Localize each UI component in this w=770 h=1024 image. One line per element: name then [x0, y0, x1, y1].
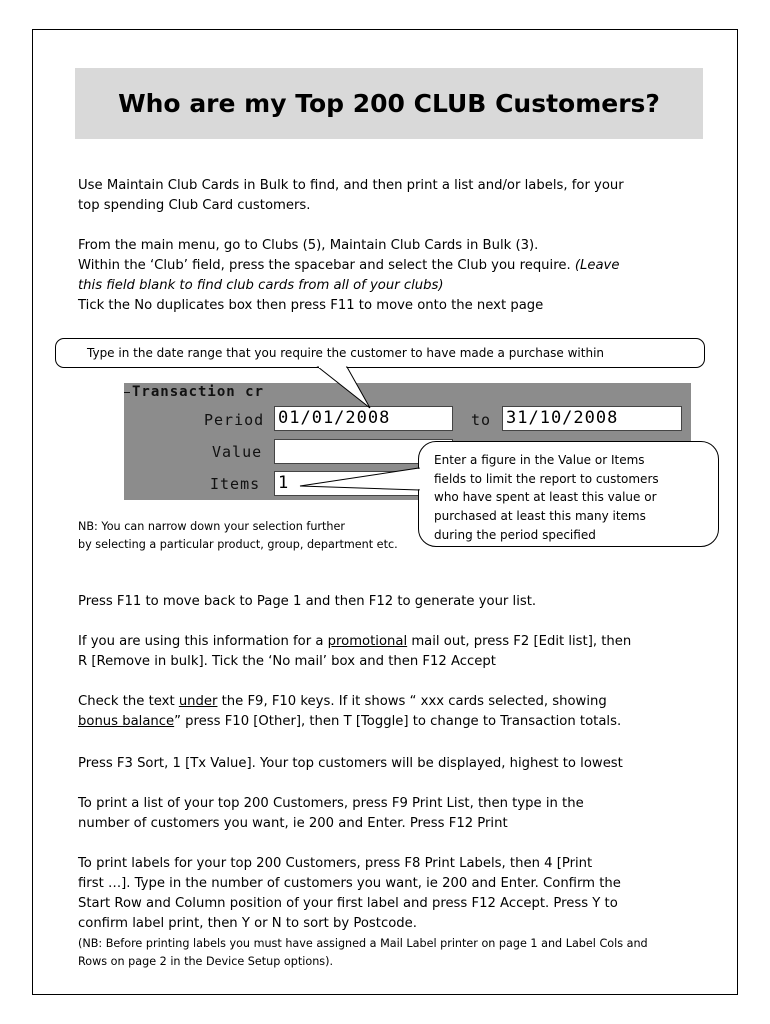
callout-line: purchased at least this many items	[434, 509, 646, 524]
steps-line-1: From the main menu, go to Clubs (5), Maintain Club Cards in Bulk (3).	[78, 238, 539, 253]
labels-line-1: To print labels for your top 200 Customers, press F8 Print Labels, then 4 [Print	[78, 856, 593, 871]
date-range-callout: Type in the date range that you require the customer to have made a purchase within	[55, 338, 705, 368]
to-label: to	[471, 411, 492, 429]
page-title: Who are my Top 200 CLUB Customers?	[118, 89, 660, 118]
callout-line: fields to limit the report to customers	[434, 471, 659, 486]
intro-line-2: top spending Club Card customers.	[78, 198, 311, 213]
callout-line: Enter a figure in the Value or Items	[434, 453, 645, 467]
check-line-2: bonus balance” press F10 [Other], then T [Toggle] to change to Transaction totals.	[78, 714, 622, 729]
callout-line: who have spent at least this value or	[434, 490, 657, 505]
items-label: Items	[210, 475, 261, 493]
title-banner	[75, 68, 703, 139]
period-from-field[interactable]: 01/01/2008	[274, 406, 453, 431]
nb-labels-line-2: Rows on page 2 in the Device Setup options).	[78, 955, 334, 968]
value-items-callout	[418, 441, 719, 547]
print-line-1: To print a list of your top 200 Customers, press F9 Print List, then type in the	[78, 796, 584, 811]
period-label: Period	[204, 411, 265, 429]
nb-labels-line-1: (NB: Before printing labels you must have assigned a Mail Label printer on page 1 and Label Cols and	[78, 937, 648, 950]
labels-line-4: confirm label print, then Y or N to sort by Postcode.	[78, 916, 417, 931]
panel-frame-line	[124, 392, 130, 393]
nb-narrow-line-2: by selecting a particular product, group, department etc.	[78, 538, 398, 551]
steps-line-3: this field blank to find club cards from all of your clubs)	[78, 278, 444, 293]
callout-line: during the period specified	[434, 527, 596, 542]
items-field[interactable]: 1	[274, 471, 453, 496]
steps-line-2: Within the ‘Club’ field, press the spacebar and select the Club you require. (Leave	[78, 258, 620, 273]
labels-line-3: Start Row and Column position of your first label and press F12 Accept. Press Y to	[78, 896, 618, 911]
labels-line-2: first …]. Type in the number of customers you want, ie 200 and Enter. Confirm the	[78, 876, 621, 891]
period-to-field[interactable]: 31/10/2008	[502, 406, 682, 431]
check-line-1: Check the text under the F9, F10 keys. If it shows “ xxx cards selected, showing	[78, 694, 607, 709]
steps-line-4: Tick the No duplicates box then press F11 to move onto the next page	[78, 298, 544, 313]
print-line-2: number of customers you want, ie 200 and Enter. Press F12 Print	[78, 816, 508, 831]
panel-title: Transaction cr	[132, 384, 265, 400]
nb-narrow-line-1: NB: You can narrow down your selection further	[78, 520, 345, 533]
value-label: Value	[212, 443, 263, 461]
intro-line-1: Use Maintain Club Cards in Bulk to find, and then print a list and/or labels, for your	[78, 178, 624, 193]
promo-line-2: R [Remove in bulk]. Tick the ‘No mail’ box and then F12 Accept	[78, 654, 496, 669]
promo-line-1: If you are using this information for a promotional mail out, press F2 [Edit list], then	[78, 634, 632, 649]
sort-instruction: Press F3 Sort, 1 [Tx Value]. Your top customers will be displayed, highest to lowest	[78, 756, 623, 771]
f11-instruction: Press F11 to move back to Page 1 and then F12 to generate your list.	[78, 594, 537, 609]
